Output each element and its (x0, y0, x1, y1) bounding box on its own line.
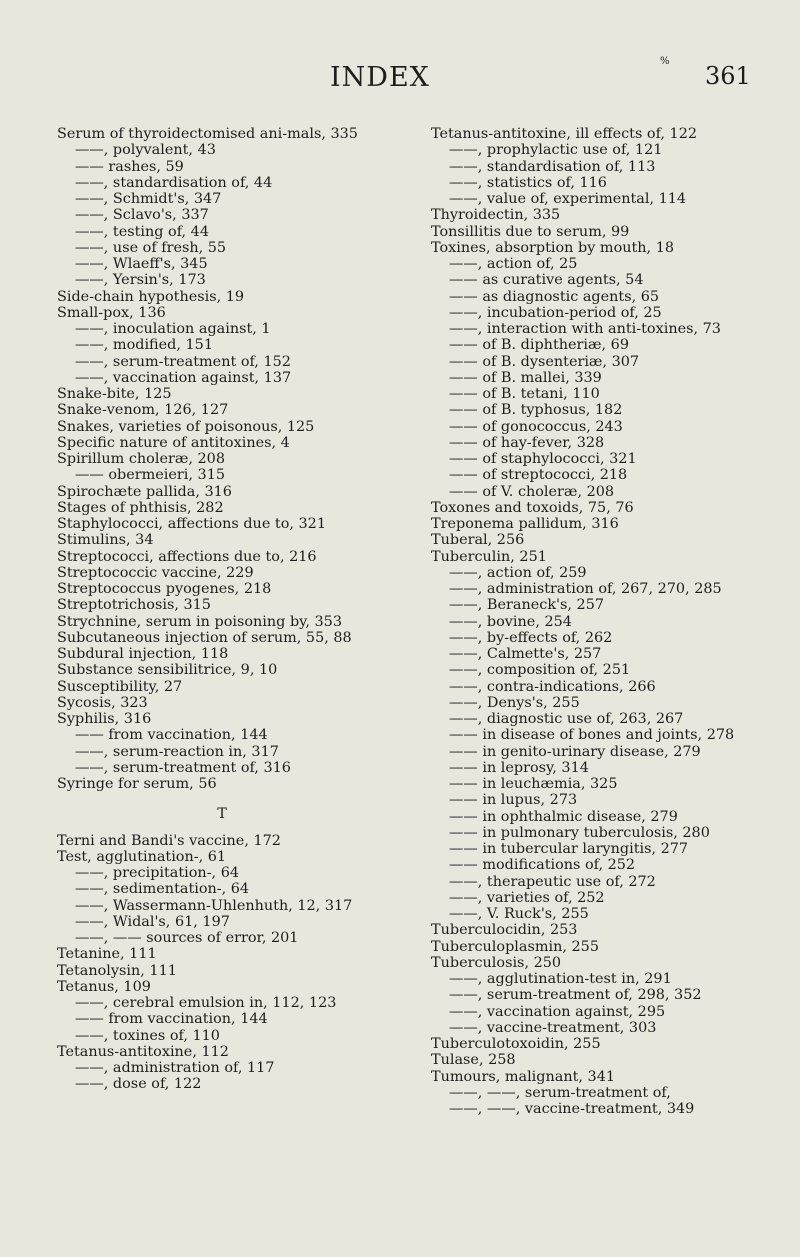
index-entry: Spirillum choleræ, 208 (57, 451, 225, 467)
index-subentry: ——, serum-reaction in, 317 (75, 743, 279, 760)
index-subentry: —— of hay-fever, 328 (449, 434, 605, 451)
index-subentry: ——, Yersin's, 173 (75, 272, 206, 289)
index-entry: Tetanus-antitoxine, 112 (57, 1043, 229, 1060)
index-subentry: ——, Wassermann-Uhlenhuth, 12, 317 (75, 897, 353, 914)
index-entry: Test, agglutination-, 61 (57, 848, 227, 865)
index-entry: Strychnine, serum in poisoning by, 353 (57, 613, 342, 630)
index-subentry: ——, therapeutic use of, 272 (449, 873, 656, 890)
index-entry: Syphilis, 316 (57, 711, 152, 727)
index-subentry: —— of staphylococci, 321 (449, 451, 637, 467)
index-subentry: ——, —— sources of error, 201 (75, 930, 299, 946)
index-entry: Thyroidectin, 335 (431, 207, 561, 224)
index-subentry: ——, action of, 259 (449, 564, 587, 581)
index-subentry: —— of B. diphtheriæ, 69 (449, 337, 629, 354)
index-subentry: ——, diagnostic use of, 263, 267 (449, 711, 684, 727)
index-entry: Tuberculoplasmin, 255 (431, 938, 599, 955)
index-entry: Tetanus, 109 (57, 978, 151, 995)
index-subentry: ——, polyvalent, 43 (75, 142, 216, 159)
index-subentry: —— in leprosy, 314 (449, 759, 589, 776)
index-subentry: —— as curative agents, 54 (449, 272, 644, 289)
index-subentry: ——, inoculation against, 1 (75, 321, 271, 337)
index-subentry: ——, serum-treatment of, 298, 352 (449, 987, 702, 1004)
index-entry: Syringe for serum, 56 (57, 776, 217, 792)
index-entry: Streptococcus pyogenes, 218 (57, 581, 272, 597)
index-subentry: ——, Wlaeff's, 345 (75, 256, 208, 272)
index-subentry: —— of B. tetani, 110 (449, 386, 600, 402)
index-entry: Subcutaneous injection of serum, 55, 88 (57, 629, 352, 646)
index-subentry: ——, action of, 25 (449, 256, 578, 272)
index-subentry: ——, Schmidt's, 347 (75, 191, 222, 207)
index-entry: Spirochæte pallida, 316 (57, 483, 232, 500)
index-subentry: —— in leuchæmia, 325 (449, 776, 618, 792)
index-entry: Treponema pallidum, 316 (431, 516, 619, 532)
index-subentry: ——, statistics of, 116 (449, 174, 607, 191)
index-entry: Sycosis, 323 (57, 694, 148, 711)
index-subentry: —— of B. dysenteriæ, 307 (449, 353, 640, 370)
index-entry: Streptococcic vaccine, 229 (57, 564, 254, 581)
index-subentry: —— from vaccination, 144 (75, 1011, 268, 1028)
index-entry: Streptotrichosis, 315 (57, 597, 211, 614)
index-subentry: ——, V. Ruck's, 255 (449, 906, 589, 922)
index-entry: Terni and Bandi's vaccine, 172 (57, 832, 281, 849)
index-subentry: —— of B. typhosus, 182 (449, 402, 623, 419)
index-subentry: ——, composition of, 251 (449, 662, 631, 679)
page-number: 361 (705, 62, 751, 90)
index-subentry: —— obermeieri, 315 (75, 467, 226, 484)
index-entry: Stages of phthisis, 282 (57, 499, 224, 516)
index-entry: Streptococci, affections due to, 216 (57, 548, 317, 565)
index-entry: Stimulins, 34 (57, 532, 154, 549)
index-subentry: ——, standardisation of, 44 (75, 174, 273, 191)
index-subentry: ——, serum-treatment of, 152 (75, 353, 291, 370)
index-subentry: —— in genito-urinary disease, 279 (449, 743, 701, 760)
index-entry: Subdural injection, 118 (57, 646, 229, 662)
index-subentry: —— of streptococci, 218 (449, 467, 628, 484)
index-subentry: —— as diagnostic agents, 65 (449, 288, 660, 305)
index-entry: Substance sensibilitrice, 9, 10 (57, 662, 278, 679)
index-entry: Susceptibility, 27 (57, 678, 183, 695)
index-entry: Tuberculocidin, 253 (431, 922, 578, 939)
index-entry: Tulase, 258 (431, 1052, 516, 1069)
index-subentry: —— in lupus, 273 (449, 792, 578, 809)
index-subentry: ——, administration of, 117 (75, 1060, 275, 1076)
index-entry: Tuberal, 256 (431, 532, 525, 549)
index-subentry: ——, sedimentation-, 64 (75, 881, 250, 898)
index-entry: Snakes, varieties of poisonous, 125 (57, 418, 315, 435)
index-subentry: —— in tubercular laryngitis, 277 (449, 841, 689, 857)
index-subentry: ——, incubation-period of, 25 (449, 304, 662, 321)
index-subentry: ——, Beraneck's, 257 (449, 597, 605, 614)
index-subentry: ——, vaccine-treatment, 303 (449, 1019, 657, 1036)
index-entry: Toxones and toxoids, 75, 76 (431, 499, 634, 516)
index-subentry: ——, Widal's, 61, 197 (75, 913, 230, 930)
index-entry: Tetanus-antitoxine, ill effects of, 122 (431, 126, 698, 142)
right-column (431, 126, 761, 1117)
index-entry: Tuberculin, 251 (431, 548, 547, 565)
index-subentry: ——, Denys's, 255 (449, 694, 580, 711)
index-entry: Side-chain hypothesis, 19 (57, 288, 245, 305)
index-subentry: ——, Calmette's, 257 (449, 646, 602, 662)
index-entry: Snake-venom, 126, 127 (57, 402, 229, 419)
index-subentry: ——, administration of, 267, 270, 285 (449, 581, 722, 597)
index-subentry: ——, vaccination against, 137 (75, 369, 292, 386)
index-subentry: ——, interaction with anti-toxines, 73 (449, 321, 721, 337)
left-column (57, 126, 387, 1093)
right-entries (431, 126, 761, 1117)
section-letter: T (217, 806, 227, 823)
index-entry: Tuberculosis, 250 (431, 954, 562, 971)
left-entries (57, 126, 387, 792)
index-subentry: ——, prophylactic use of, 121 (449, 142, 663, 159)
index-subentry: ——, use of fresh, 55 (75, 239, 227, 256)
index-subentry: ——, ——, vaccine-treatment, 349 (449, 1101, 695, 1117)
index-entry: Tuberculotoxoidin, 255 (431, 1036, 601, 1052)
index-subentry: ——, cerebral emulsion in, 112, 123 (75, 995, 337, 1011)
index-subentry: ——, serum-treatment of, 316 (75, 759, 291, 776)
index-entry: Tumours, malignant, 341 (431, 1068, 616, 1085)
index-subentry: ——, dose of, 122 (75, 1076, 202, 1093)
index-entry: Specific nature of antitoxines, 4 (57, 434, 290, 451)
index-subentry: ——, vaccination against, 295 (449, 1003, 666, 1020)
index-subentry: ——, toxines of, 110 (75, 1027, 220, 1044)
index-subentry: ——, varieties of, 252 (449, 889, 605, 906)
index-subentry: ——, contra-indications, 266 (449, 678, 656, 695)
index-subentry: —— of B. mallei, 339 (449, 369, 602, 386)
index-subentry: —— in disease of bones and joints, 278 (449, 727, 735, 744)
index-subentry: —— modifications of, 252 (449, 857, 636, 874)
index-subentry: —— rashes, 59 (75, 158, 184, 175)
index-entry: Serum of thyroidectomised ani-mals, 335 (57, 126, 358, 142)
index-subentry: ——, by-effects of, 262 (449, 629, 613, 646)
index-subentry: ——, precipitation-, 64 (75, 865, 240, 881)
index-subentry: ——, value of, experimental, 114 (449, 191, 687, 207)
index-subentry: —— in ophthalmic disease, 279 (449, 808, 678, 825)
running-head (0, 56, 800, 98)
index-subentry: —— from vaccination, 144 (75, 727, 268, 744)
index-entry: Tetanine, 111 (57, 946, 157, 963)
index-entry: Tonsillitis due to serum, 99 (431, 223, 630, 240)
index-subentry: ——, ——, serum-treatment of, (449, 1084, 671, 1101)
index-entry: Small-pox, 136 (57, 304, 166, 321)
index-subentry: ——, testing of, 44 (75, 223, 209, 240)
index-entry: Toxines, absorption by mouth, 18 (431, 239, 675, 256)
index-entry: Snake-bite, 125 (57, 386, 172, 402)
index-subentry: ——, agglutination-test in, 291 (449, 971, 672, 987)
print-speck: % (660, 56, 670, 67)
page-title: INDEX (330, 62, 430, 93)
index-subentry: ——, modified, 151 (75, 337, 213, 354)
index-entry: Tetanolysin, 111 (57, 962, 177, 979)
index-subentry: ——, Sclavo's, 337 (75, 207, 209, 224)
left-entries-t (57, 833, 387, 1093)
index-subentry: —— of gonococcus, 243 (449, 418, 623, 435)
index-subentry: —— of V. choleræ, 208 (449, 483, 615, 500)
index-subentry: ——, standardisation of, 113 (449, 158, 656, 175)
index-subentry: ——, bovine, 254 (449, 613, 572, 630)
index-subentry: —— in pulmonary tuberculosis, 280 (449, 824, 710, 841)
index-entry: Staphylococci, affections due to, 321 (57, 516, 326, 532)
